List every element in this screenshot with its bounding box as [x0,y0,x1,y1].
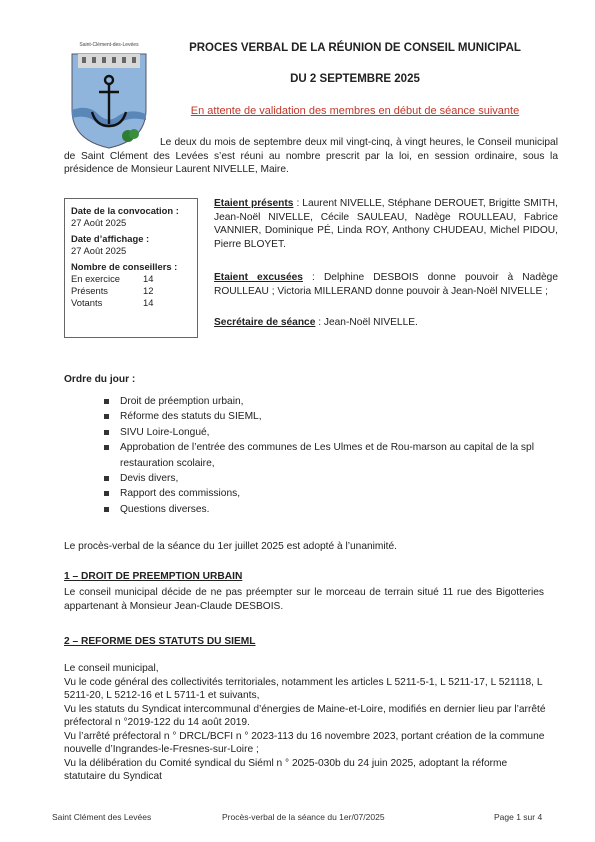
section-2-title: 2 – REFORME DES STATUTS DU SIEML [64,636,256,647]
conseillers-label: Nombre de conseillers : [71,261,178,272]
agenda-item: Droit de préemption urbain, [102,394,552,409]
meeting-info-box [64,198,198,338]
conseillers-row: En exercice 14 [71,273,154,284]
section-2-line: Vu la délibération du Comité syndical du Siéml n ° 2025-030b du 24 juin 2025, adoptant la réforme statutaire du Syndicat [64,757,508,782]
agenda-item: Questions diverses. [102,502,552,517]
section-2-line: Le conseil municipal, [64,663,159,674]
convocation-date: 27 Août 2025 [71,217,127,228]
intro-paragraph: Le deux du mois de septembre deux mil vingt-cinq, à vingt heures, le Conseil municipal de Saint Clément des Levées s’est réuni au nombre prescrit par la loi, en session ordinaire, sous la présidence de Monsieur Laurent NIVELLE, Maire. [64,137,558,175]
excuses-paragraph [214,271,558,298]
presents-paragraph [214,197,558,251]
excuses-label: Etaient excusées [214,272,303,283]
section-2-line: Vu les statuts du Syndicat intercommunal d’énergies de Maine-et-Loire, modifiés en dernier lieu par l’arrêté préfectoral n °2019-122 du 14 août 2019. [64,703,546,728]
agenda-item: Réforme des statuts du SIEML, [102,409,552,424]
meeting-date: DU 2 SEPTEMBRE 2025 [290,73,420,85]
section-2-line: Vu l’arrêté préfectoral n ° DRCL/BCFI n ° 2023-113 du 16 novembre 2023, portant création de la commune nouvelle d’Ingrandes-le-Fresnes-sur-Loire ; [64,730,545,755]
affichage-date: 27 Août 2025 [71,245,127,256]
logo-text: Saint-Clément-des-Levées [79,42,139,48]
section-2-body [64,662,548,784]
affichage-label: Date d’affichage : [71,233,150,244]
section-1-text: Le conseil municipal décide de ne pas préempter sur le morceau de terrain situé 11 rue des Bigotteries appartenant à Monsieur Jean-Claude DESBOIS. [64,587,544,612]
convocation-label: Date de la convocation : [71,205,179,216]
secretaire-label: Secrétaire de séance [214,317,316,328]
presents-label: Etaient présents [214,198,294,209]
previous-minutes-adopted: Le procès-verbal de la séance du 1er juillet 2025 est adopté à l’unanimité. [64,541,398,552]
agenda-title: Ordre du jour : [64,374,136,385]
pending-validation-notice: En attente de validation des membres en début de séance suivante [190,105,520,117]
agenda-item: SIVU Loire-Longué, [102,425,552,440]
footer-left: Saint Clément des Levées [52,812,152,822]
footer-center: Procès-verbal de la séance du 1er/07/2025 [222,812,385,822]
agenda-list [102,394,552,517]
secretaire-paragraph [214,316,558,330]
excuses-list: : Delphine DESBOIS donne pouvoir à Nadège ROULLEAU ; Victoria MILLERAND donne pouvoir à Jean-Noël NIVELLE ; [214,272,558,297]
conseillers-row: Votants 14 [71,297,154,308]
page-title: PROCES VERBAL DE LA RÉUNION DE CONSEIL MUNICIPAL [189,42,521,54]
section-2-line: Vu le code général des collectivités territoriales, notamment les articles L 5211-5-1, L 5211-17, L 521118, L 5211-20, L 5212-16 et L 5711-1 et suivants, [64,676,543,701]
section-1-title: 1 – DROIT DE PREEMPTION URBAIN [64,571,243,582]
footer-page-number: Page 1 sur 4 [494,812,543,822]
conseillers-row: Présents 12 [71,285,154,296]
agenda-list-container [102,394,552,517]
municipal-logo [68,40,150,150]
agenda-item: Rapport des commissions, [102,486,552,501]
secretaire-name: : Jean-Noël NIVELLE. [315,317,418,328]
agenda-item: Approbation de l’entrée des communes de Les Ulmes et de Rou-marson au capital de la spl restauration scolaire, [102,440,552,471]
presents-list: : Laurent NIVELLE, Stéphane DEROUET, Brigitte SMITH, Jean-Noël NIVELLE, Cécile SAULEAU, Nadège ROULLEAU, Fabrice VANNIER, Dominique PÉ, Linda ROY, Anthony CHUDEAU, Michel PIDOU, Pierre BLOYET. [214,198,558,250]
agenda-item: Devis divers, [102,471,552,486]
